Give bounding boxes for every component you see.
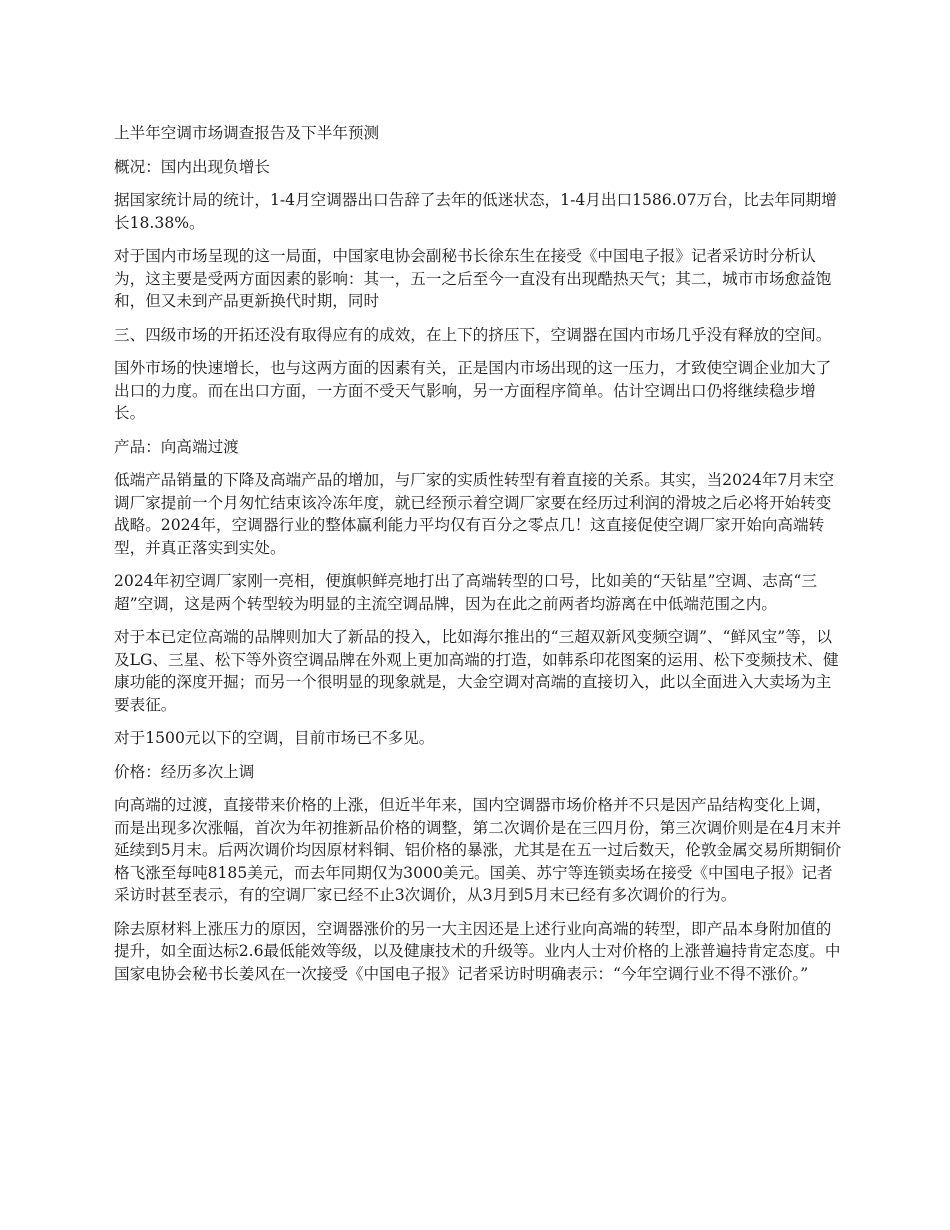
paragraph: 向高端的过渡，直接带来价格的上涨，但近半年来，国内空调器市场价格并不只是因产品结构变化上调，而是出现多次涨幅，首次为年初推新品价格的调整，第二次调价是在三四月份，第三次调价则是在4月末并延续到5月末。后两次调价均因原材料铜、铝价格的暴涨，尤其是在五一过后数天，伦敦金属交易所期铜价格飞涨至每吨8185美元，而去年同期仅为3000美元。国美、苏宁等连锁卖场在接受《中国电子报》记者采访时甚至表示，有的空调厂家已经不止3次调价，从3月到5月末已经有多次调价的行为。 <box>114 796 842 904</box>
paragraph: 对于国内市场呈现的这一局面，中国家电协会副秘书长徐东生在接受《中国电子报》记者采访时分析认为，这主要是受两方面因素的影响：其一，五一之后至今一直没有出现酷热天气；其二，城市市场愈益饱和，但又未到产品更新换代时期，同时 <box>114 247 832 310</box>
paragraph: 低端产品销量的下降及高端产品的增加，与厂家的实质性转型有着直接的关系。其实，当2024年7月末空调厂家提前一个月匆忙结束该冷冻年度，就已经预示着空调厂家要在经历过利润的滑坡之后必将开始转变战略。2024年，空调器行业的整体赢利能力平均仅有百分之零点几！这直接促使空调厂家开始向高端转型，并真正落实到实处。 <box>114 471 835 557</box>
paragraph: 除去原材料上涨压力的原因，空调器涨价的另一大主因还是上述行业向高端的转型，即产品本身附加值的提升，如全面达标2.6最低能效等级，以及健康技术的升级等。业内人士对价格的上涨普遍持肯定态度。中国家电协会秘书长姜风在一次接受《中国电子报》记者采访时明确表示：“今年空调行业不得不涨价。” <box>114 919 841 983</box>
paragraph: 国外市场的快速增长，也与这两方面的因素有关，正是国内市场出现的这一压力，才致使空调企业加大了出口的力度。而在出口方面，一方面不受天气影响，另一方面程序简单。估计空调出口仍将继续稳步增长。 <box>114 359 832 422</box>
paragraph: 对于本已定位高端的品牌则加大了新品的投入，比如海尔推出的“三超双新风变频空调”、“鲜风宝”等，以及LG、三星、松下等外资空调品牌在外观上更加高端的打造，如韩系印花图案的运用、松下变频技术、健康功能的深度开掘；而另一个很明显的现象就是，大金空调对高端的直接切入，此以全面进入大卖场为主要表征。 <box>114 628 839 714</box>
paragraph: 2024年初空调厂家刚一亮相，便旗帜鲜亮地打出了高端转型的口号，比如美的“天钻星”空调、志高“三超”空调，这是两个转型较为明显的主流空调品牌，因为在此之前两者均游离在中低端范围之内。 <box>114 572 817 613</box>
section-heading-price: 价格：经历多次上调 <box>114 762 255 781</box>
paragraph: 三、四级市场的开拓还没有取得应有的成效，在上下的挤压下，空调器在国内市场几乎没有释放的空间。 <box>114 325 832 344</box>
document-title: 上半年空调市场调查报告及下半年预测 <box>114 124 380 142</box>
paragraph: 据国家统计局的统计，1-4月空调器出口告辞了去年的低迷状态，1-4月出口1586.07万台，比去年同期增长18.38%。 <box>114 191 837 232</box>
section-heading-overview: 概况：国内出现负增长 <box>114 157 270 176</box>
section-heading-product: 产品：向高端过渡 <box>114 437 239 456</box>
document-page <box>114 122 842 996</box>
paragraph: 对于1500元以下的空调，目前市场已不多见。 <box>114 729 435 747</box>
